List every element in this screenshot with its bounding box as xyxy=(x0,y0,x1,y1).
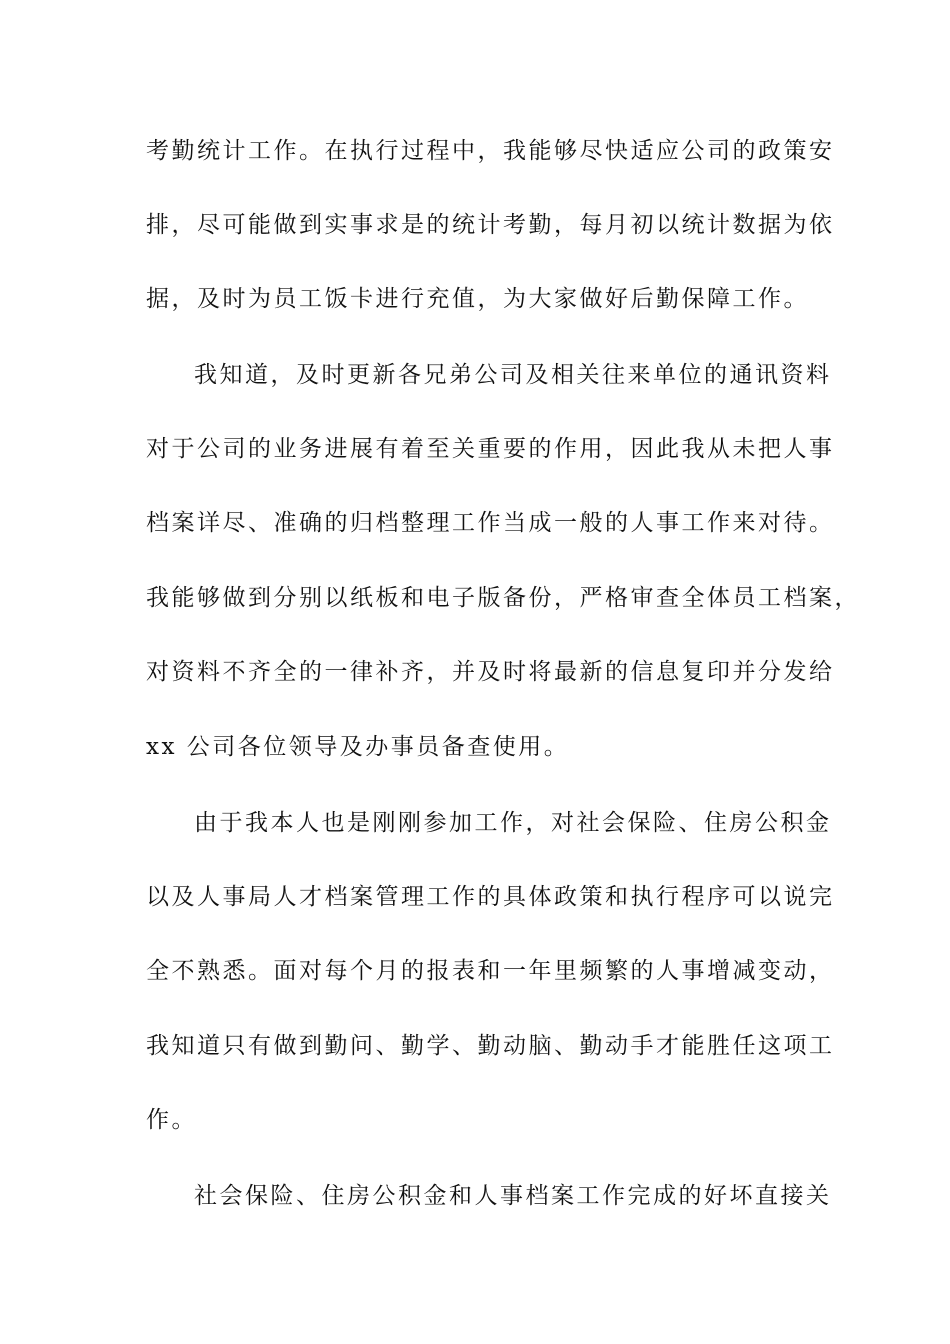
text-line-2: 排，尽可能做到实事求是的统计考勤，每月初以统计数据为依 xyxy=(146,212,835,238)
text-line-1: 考勤统计工作。在执行过程中，我能够尽快适应公司的政策安 xyxy=(146,138,835,164)
paragraph-start-line-10: 由于我本人也是刚刚参加工作，对社会保险、住房公积金 xyxy=(194,810,832,836)
text-line-7: 我能够做到分别以纸板和电子版备份，严格审查全体员工档案， xyxy=(146,585,860,611)
paragraph-start-line-4: 我知道，及时更新各兄弟公司及相关往来单位的通讯资料 xyxy=(194,362,832,388)
text-line-12: 全不熟悉。面对每个月的报表和一年里频繁的人事增减变动， xyxy=(146,958,835,984)
text-line-11: 以及人事局人才档案管理工作的具体政策和执行程序可以说完 xyxy=(146,884,835,910)
text-line-9: xx 公司各位领导及办事员备查使用。 xyxy=(146,734,570,760)
text-line-3: 据，及时为员工饭卡进行充值，为大家做好后勤保障工作。 xyxy=(146,286,809,312)
text-line-14: 作。 xyxy=(146,1107,197,1133)
text-line-6: 档案详尽、准确的归档整理工作当成一般的人事工作来对待。 xyxy=(146,510,835,536)
text-line-8: 对资料不齐全的一律补齐，并及时将最新的信息复印并分发给 xyxy=(146,659,835,685)
text-line-5: 对于公司的业务进展有着至关重要的作用，因此我从未把人事 xyxy=(146,436,835,462)
paragraph-start-line-15: 社会保险、住房公积金和人事档案工作完成的好坏直接关 xyxy=(194,1183,832,1209)
text-line-13: 我知道只有做到勤问、勤学、勤动脑、勤动手才能胜任这项工 xyxy=(146,1033,835,1059)
